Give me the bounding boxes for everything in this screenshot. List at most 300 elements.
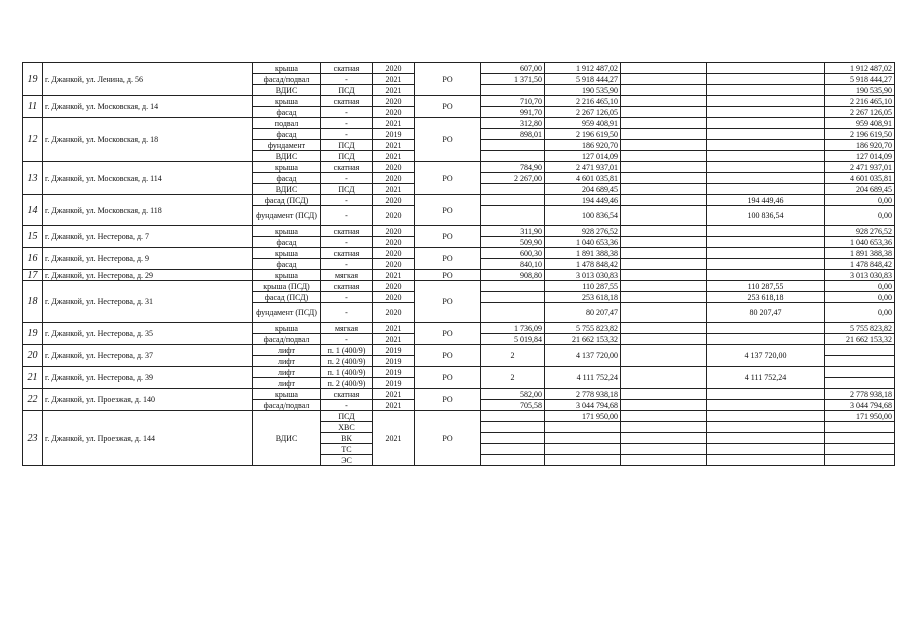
balance-cell: 3 044 794,68 [825, 400, 895, 411]
amount-cell [621, 292, 707, 303]
element-cell: крыша [253, 248, 321, 259]
amount-cell [621, 85, 707, 96]
cost-cell [545, 455, 621, 466]
cost-cell: 4 137 720,00 [545, 345, 621, 367]
table-row [23, 281, 895, 292]
work-type-cell: ПСД [321, 411, 373, 422]
funding-cell: РО [415, 96, 481, 118]
funding-cell: РО [415, 162, 481, 195]
year-cell: 2020 [373, 226, 415, 237]
element-cell: крыша (ПСД) [253, 281, 321, 292]
element-cell: лифт [253, 378, 321, 389]
balance-cell: 959 408,91 [825, 118, 895, 129]
address-cell: г. Джанкой, ул. Московская, д. 114 [43, 162, 253, 195]
table-row [23, 411, 895, 422]
table-row [23, 389, 895, 400]
amount-cell [621, 433, 707, 444]
area-cell [481, 85, 545, 96]
amount-cell [621, 151, 707, 162]
work-type-cell: - [321, 303, 373, 323]
row-number: 19 [23, 323, 43, 345]
year-cell: 2019 [373, 129, 415, 140]
table-row [23, 118, 895, 129]
funding-cell: РО [415, 63, 481, 96]
balance-cell: 127 014,09 [825, 151, 895, 162]
work-type-cell: - [321, 173, 373, 184]
balance-cell: 2 267 126,05 [825, 107, 895, 118]
quantity-cell: 2 [481, 367, 545, 389]
row-number: 12 [23, 118, 43, 162]
area-cell: 705,58 [481, 400, 545, 411]
amount-cell [707, 433, 825, 444]
element-cell: крыша [253, 162, 321, 173]
area-cell [481, 433, 545, 444]
area-cell: 1 736,09 [481, 323, 545, 334]
year-cell: 2020 [373, 195, 415, 206]
year-cell: 2020 [373, 248, 415, 259]
cost-cell: 127 014,09 [545, 151, 621, 162]
cost-cell: 1 912 487,02 [545, 63, 621, 74]
element-cell: фасад/подвал [253, 400, 321, 411]
amount-cell [621, 74, 707, 85]
table-row [23, 226, 895, 237]
area-cell: 840,10 [481, 259, 545, 270]
row-number: 15 [23, 226, 43, 248]
area-cell: 311,90 [481, 226, 545, 237]
area-cell [481, 206, 545, 226]
balance-cell: 0,00 [825, 195, 895, 206]
element-cell: фасад [253, 129, 321, 140]
work-type-cell: скатная [321, 162, 373, 173]
amount-cell [707, 226, 825, 237]
amount-cell [707, 400, 825, 411]
balance-cell: 0,00 [825, 303, 895, 323]
cost-cell: 5 755 823,82 [545, 323, 621, 334]
amount-cell [707, 411, 825, 422]
amount-cell [621, 162, 707, 173]
year-cell: 2019 [373, 367, 415, 378]
amount-cell [707, 422, 825, 433]
amount-cell [621, 206, 707, 226]
amount-cell [707, 259, 825, 270]
year-cell: 2020 [373, 292, 415, 303]
work-type-cell: - [321, 195, 373, 206]
area-cell: 1 371,50 [481, 74, 545, 85]
balance-cell [825, 367, 895, 378]
address-cell: г. Джанкой, ул. Проезжая, д. 144 [43, 411, 253, 466]
element-cell: ВДИС [253, 85, 321, 96]
year-cell: 2021 [373, 74, 415, 85]
work-type-cell: скатная [321, 226, 373, 237]
address-cell: г. Джанкой, ул. Нестерова, д. 7 [43, 226, 253, 248]
work-type-cell: скатная [321, 63, 373, 74]
funding-cell: РО [415, 389, 481, 411]
address-cell: г. Джанкой, ул. Нестерова, д. 29 [43, 270, 253, 281]
area-cell: 582,00 [481, 389, 545, 400]
element-cell: фасад [253, 237, 321, 248]
address-cell: г. Джанкой, ул. Московская, д. 14 [43, 96, 253, 118]
amount-cell [707, 162, 825, 173]
balance-cell [825, 356, 895, 367]
balance-cell: 186 920,70 [825, 140, 895, 151]
balance-cell [825, 422, 895, 433]
row-number: 21 [23, 367, 43, 389]
cost-cell: 1 891 388,38 [545, 248, 621, 259]
amount-cell [707, 444, 825, 455]
amount-cell [621, 173, 707, 184]
balance-cell: 2 778 938,18 [825, 389, 895, 400]
element-cell: фундамент (ПСД) [253, 206, 321, 226]
balance-cell: 190 535,90 [825, 85, 895, 96]
amount-cell [707, 455, 825, 466]
row-number: 19 [23, 63, 43, 96]
year-cell: 2020 [373, 303, 415, 323]
cost-cell: 4 601 035,81 [545, 173, 621, 184]
area-cell: 784,90 [481, 162, 545, 173]
balance-cell [825, 444, 895, 455]
address-cell: г. Джанкой, ул. Нестерова, д. 31 [43, 281, 253, 323]
area-cell [481, 422, 545, 433]
quantity-cell: 2 [481, 345, 545, 367]
work-type-cell: ХВС [321, 422, 373, 433]
amount-cell [621, 345, 707, 367]
area-cell [481, 281, 545, 292]
amount-cell [707, 248, 825, 259]
balance-cell: 0,00 [825, 292, 895, 303]
amount-cell [621, 107, 707, 118]
funding-cell: РО [415, 411, 481, 466]
balance-cell: 204 689,45 [825, 184, 895, 195]
work-type-cell: п. 1 (400/9) [321, 367, 373, 378]
work-type-cell: - [321, 107, 373, 118]
work-type-cell: - [321, 118, 373, 129]
cost-cell: 190 535,90 [545, 85, 621, 96]
amount-cell [621, 270, 707, 281]
table-row [23, 96, 895, 107]
cost-cell: 2 471 937,01 [545, 162, 621, 173]
funding-cell: РО [415, 323, 481, 345]
balance-cell: 2 196 619,50 [825, 129, 895, 140]
element-cell: лифт [253, 367, 321, 378]
amount-cell [621, 411, 707, 422]
area-cell: 5 019,84 [481, 334, 545, 345]
row-number: 13 [23, 162, 43, 195]
amount-cell: 80 207,47 [707, 303, 825, 323]
work-type-cell: - [321, 259, 373, 270]
cost-cell: 1 478 848,42 [545, 259, 621, 270]
table-row [23, 162, 895, 173]
funding-cell: РО [415, 195, 481, 226]
amount-cell [707, 334, 825, 345]
element-cell: крыша [253, 323, 321, 334]
year-cell: 2020 [373, 173, 415, 184]
element-cell: фасад/подвал [253, 74, 321, 85]
work-type-cell: мягкая [321, 323, 373, 334]
element-cell: лифт [253, 345, 321, 356]
work-type-cell: п. 1 (400/9) [321, 345, 373, 356]
amount-cell [707, 118, 825, 129]
balance-cell: 4 601 035,81 [825, 173, 895, 184]
area-cell: 607,00 [481, 63, 545, 74]
cost-cell: 80 207,47 [545, 303, 621, 323]
amount-cell [707, 85, 825, 96]
cost-cell: 2 267 126,05 [545, 107, 621, 118]
cost-cell: 2 196 619,50 [545, 129, 621, 140]
work-type-cell: - [321, 129, 373, 140]
work-type-cell: скатная [321, 281, 373, 292]
balance-cell: 171 950,00 [825, 411, 895, 422]
amount-cell [707, 323, 825, 334]
area-cell [481, 444, 545, 455]
table-row [23, 195, 895, 206]
amount-cell [707, 107, 825, 118]
amount-cell [707, 74, 825, 85]
amount-cell [621, 323, 707, 334]
area-cell [481, 303, 545, 323]
row-number: 14 [23, 195, 43, 226]
funding-cell: РО [415, 367, 481, 389]
element-cell: крыша [253, 270, 321, 281]
balance-cell: 2 216 465,10 [825, 96, 895, 107]
amount-cell [621, 226, 707, 237]
table-row [23, 248, 895, 259]
amount-cell [621, 140, 707, 151]
year-cell: 2020 [373, 107, 415, 118]
balance-cell: 5 755 823,82 [825, 323, 895, 334]
repair-schedule-table [22, 62, 895, 466]
year-cell: 2021 [373, 270, 415, 281]
area-cell: 312,80 [481, 118, 545, 129]
work-type-cell: - [321, 400, 373, 411]
area-cell [481, 195, 545, 206]
year-cell: 2021 [373, 151, 415, 162]
area-cell [481, 140, 545, 151]
balance-cell: 1 912 487,02 [825, 63, 895, 74]
amount-cell [707, 140, 825, 151]
funding-cell: РО [415, 248, 481, 270]
area-cell: 600,30 [481, 248, 545, 259]
area-cell [481, 151, 545, 162]
work-type-cell: мягкая [321, 270, 373, 281]
amount-cell [707, 173, 825, 184]
year-cell: 2021 [373, 323, 415, 334]
year-cell: 2020 [373, 162, 415, 173]
table-row [23, 345, 895, 356]
cost-cell: 204 689,45 [545, 184, 621, 195]
balance-cell: 1 040 653,36 [825, 237, 895, 248]
work-type-cell: ПСД [321, 151, 373, 162]
element-cell: фасад [253, 259, 321, 270]
work-type-cell: ПСД [321, 140, 373, 151]
address-cell: г. Джанкой, ул. Проезжая, д. 140 [43, 389, 253, 411]
year-cell: 2020 [373, 63, 415, 74]
address-cell: г. Джанкой, ул. Нестерова, д. 9 [43, 248, 253, 270]
element-cell: фасад/подвал [253, 334, 321, 345]
cost-cell: 2 216 465,10 [545, 96, 621, 107]
cost-cell: 100 836,54 [545, 206, 621, 226]
year-cell: 2019 [373, 378, 415, 389]
balance-cell [825, 455, 895, 466]
cost-cell: 253 618,18 [545, 292, 621, 303]
element-cell: крыша [253, 96, 321, 107]
element-cell: фасад [253, 107, 321, 118]
amount-cell [621, 195, 707, 206]
address-cell: г. Джанкой, ул. Нестерова, д. 35 [43, 323, 253, 345]
year-cell: 2021 [373, 334, 415, 345]
year-cell: 2021 [373, 389, 415, 400]
amount-cell [621, 334, 707, 345]
year-cell: 2019 [373, 345, 415, 356]
balance-cell: 21 662 153,32 [825, 334, 895, 345]
work-type-cell: п. 2 (400/9) [321, 378, 373, 389]
amount-cell: 100 836,54 [707, 206, 825, 226]
table-row [23, 270, 895, 281]
work-type-cell: скатная [321, 389, 373, 400]
amount-cell [621, 184, 707, 195]
balance-cell [825, 345, 895, 356]
amount-cell [621, 367, 707, 389]
year-cell: 2021 [373, 411, 415, 466]
element-cell: подвал [253, 118, 321, 129]
work-type-cell: - [321, 334, 373, 345]
balance-cell: 928 276,52 [825, 226, 895, 237]
cost-cell: 928 276,52 [545, 226, 621, 237]
amount-cell [707, 237, 825, 248]
year-cell: 2021 [373, 118, 415, 129]
amount-cell: 110 287,55 [707, 281, 825, 292]
work-type-cell: ПСД [321, 85, 373, 96]
row-number: 22 [23, 389, 43, 411]
funding-cell: РО [415, 118, 481, 162]
balance-cell: 0,00 [825, 206, 895, 226]
address-cell: г. Джанкой, ул. Московская, д. 118 [43, 195, 253, 226]
funding-cell: РО [415, 270, 481, 281]
amount-cell [621, 237, 707, 248]
address-cell: г. Джанкой, ул. Нестерова, д. 39 [43, 367, 253, 389]
row-number: 16 [23, 248, 43, 270]
amount-cell [621, 63, 707, 74]
area-cell [481, 411, 545, 422]
amount-cell [707, 96, 825, 107]
work-type-cell: - [321, 292, 373, 303]
amount-cell [621, 444, 707, 455]
element-cell: крыша [253, 389, 321, 400]
row-number: 18 [23, 281, 43, 323]
amount-cell [621, 96, 707, 107]
year-cell: 2021 [373, 400, 415, 411]
area-cell [481, 455, 545, 466]
element-cell: фундамент (ПСД) [253, 303, 321, 323]
address-cell: г. Джанкой, ул. Ленина, д. 56 [43, 63, 253, 96]
cost-cell [545, 433, 621, 444]
cost-cell [545, 422, 621, 433]
funding-cell: РО [415, 345, 481, 367]
cost-cell: 171 950,00 [545, 411, 621, 422]
cost-cell: 1 040 653,36 [545, 237, 621, 248]
element-cell: фасад (ПСД) [253, 195, 321, 206]
amount-cell [621, 259, 707, 270]
amount-cell: 4 111 752,24 [707, 367, 825, 389]
row-number: 20 [23, 345, 43, 367]
element-cell: фасад (ПСД) [253, 292, 321, 303]
year-cell: 2020 [373, 96, 415, 107]
cost-cell: 3 013 030,83 [545, 270, 621, 281]
element-cell: крыша [253, 226, 321, 237]
work-type-cell: скатная [321, 96, 373, 107]
cost-cell: 959 408,91 [545, 118, 621, 129]
cost-cell: 194 449,46 [545, 195, 621, 206]
element-cell: ВДИС [253, 184, 321, 195]
balance-cell: 2 471 937,01 [825, 162, 895, 173]
row-number: 23 [23, 411, 43, 466]
amount-cell: 253 618,18 [707, 292, 825, 303]
work-type-cell: ЭС [321, 455, 373, 466]
cost-cell: 2 778 938,18 [545, 389, 621, 400]
row-number: 11 [23, 96, 43, 118]
cost-cell: 4 111 752,24 [545, 367, 621, 389]
amount-cell [621, 118, 707, 129]
cost-cell: 186 920,70 [545, 140, 621, 151]
amount-cell [621, 455, 707, 466]
year-cell: 2020 [373, 259, 415, 270]
amount-cell [707, 129, 825, 140]
area-cell: 2 267,00 [481, 173, 545, 184]
cost-cell: 3 044 794,68 [545, 400, 621, 411]
element-cell: ВДИС [253, 411, 321, 466]
work-type-cell: ВК [321, 433, 373, 444]
amount-cell [621, 400, 707, 411]
element-cell: лифт [253, 356, 321, 367]
work-type-cell: п. 2 (400/9) [321, 356, 373, 367]
amount-cell [621, 303, 707, 323]
balance-cell: 0,00 [825, 281, 895, 292]
amount-cell: 4 137 720,00 [707, 345, 825, 367]
area-cell: 991,70 [481, 107, 545, 118]
table-row [23, 63, 895, 74]
amount-cell [621, 281, 707, 292]
amount-cell [621, 129, 707, 140]
area-cell: 898,01 [481, 129, 545, 140]
row-number: 17 [23, 270, 43, 281]
element-cell: фундамент [253, 140, 321, 151]
amount-cell [621, 389, 707, 400]
funding-cell: РО [415, 226, 481, 248]
year-cell: 2020 [373, 237, 415, 248]
year-cell: 2021 [373, 85, 415, 96]
address-cell: г. Джанкой, ул. Московская, д. 18 [43, 118, 253, 162]
element-cell: ВДИС [253, 151, 321, 162]
amount-cell [707, 63, 825, 74]
area-cell [481, 184, 545, 195]
year-cell: 2020 [373, 206, 415, 226]
area-cell: 908,80 [481, 270, 545, 281]
amount-cell: 194 449,46 [707, 195, 825, 206]
amount-cell [707, 151, 825, 162]
amount-cell [707, 184, 825, 195]
balance-cell [825, 433, 895, 444]
cost-cell: 110 287,55 [545, 281, 621, 292]
amount-cell [621, 422, 707, 433]
address-cell: г. Джанкой, ул. Нестерова, д. 37 [43, 345, 253, 367]
cost-cell: 21 662 153,32 [545, 334, 621, 345]
cost-cell: 5 918 444,27 [545, 74, 621, 85]
funding-cell: РО [415, 281, 481, 323]
balance-cell: 3 013 030,83 [825, 270, 895, 281]
work-type-cell: - [321, 74, 373, 85]
area-cell [481, 292, 545, 303]
balance-cell: 1 891 388,38 [825, 248, 895, 259]
area-cell: 710,70 [481, 96, 545, 107]
